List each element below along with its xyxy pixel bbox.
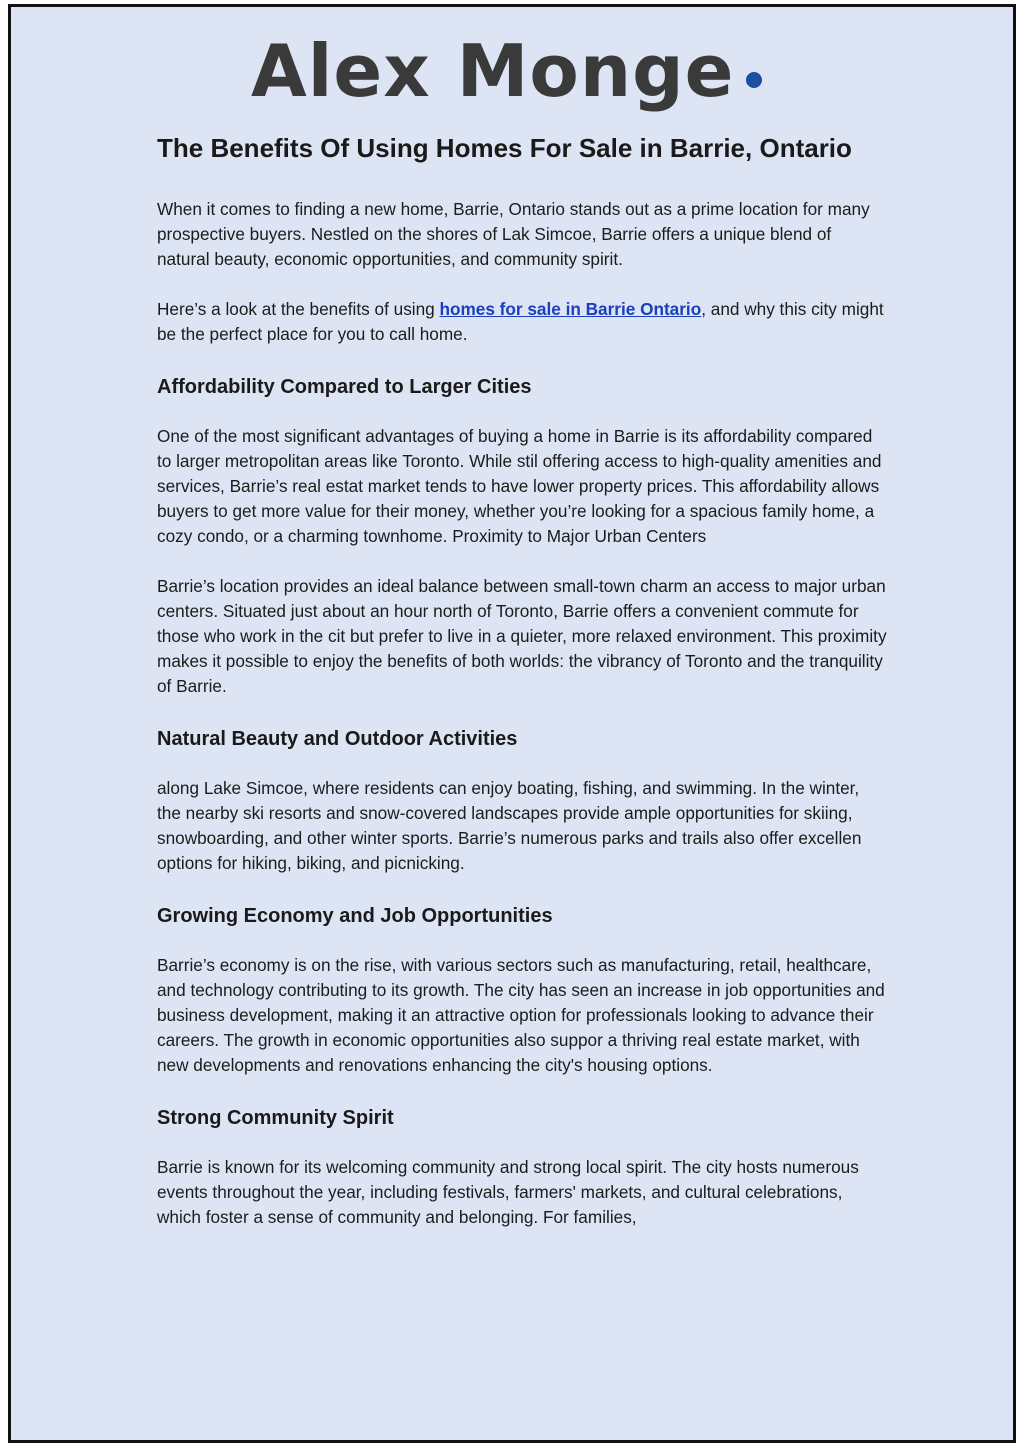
homes-for-sale-link[interactable]: homes for sale in Barrie Ontario bbox=[439, 299, 702, 319]
article-body bbox=[157, 131, 887, 1255]
section-heading-natural-beauty: Natural Beauty and Outdoor Activities bbox=[157, 728, 518, 750]
section-heading-economy: Growing Economy and Job Opportunities bbox=[157, 905, 553, 927]
section-heading-affordability: Affordability Compared to Larger Cities bbox=[157, 376, 532, 398]
brand-logo bbox=[251, 23, 762, 119]
lead-paragraph bbox=[157, 297, 887, 347]
affordability-paragraph: One of the most significant advantages of buying a home in Barrie is its affordability compared to larger metropolitan areas like Toronto. While stil offering access to high-quality amenities and services, Barrie’s real estat market tends to have lower property prices. This affordability allows buyers to get more value for their money, whether you’re looking for a spacious family home, a cozy condo, or a charming townhome. Proximity to Major Urban Centers bbox=[157, 426, 882, 546]
proximity-paragraph: Barrie’s location provides an ideal balance between small-town charm an access to major urban centers. Situated just about an hour north of Toronto, Barrie offers a convenient commute for those who work in the cit but prefer to live in a quieter, more relaxed environment. This proximity makes it possible to enjoy the benefits of both worlds: the vibrancy of Toronto and the tranquility of Barrie. bbox=[157, 576, 887, 696]
economy-paragraph: Barrie’s economy is on the rise, with various sectors such as manufacturing, retail, healthcare, and technology contributing to its growth. The city has seen an increase in job opportunities and business development, making it an attractive option for professionals looking to advance their careers. The growth in economic opportunities also suppor a thriving real estate market, with new developments and renovations enhancing the city's housing options. bbox=[157, 955, 885, 1075]
section-heading-community: Strong Community Spirit bbox=[157, 1107, 394, 1129]
page-frame bbox=[8, 4, 1016, 1443]
lead-text-before-link: Here’s a look at the benefits of using bbox=[157, 299, 440, 319]
lead-text-after-link: , and why this city might be the perfect place for you to call home. bbox=[157, 299, 884, 344]
natural-beauty-paragraph: along Lake Simcoe, where residents can enjoy boating, fishing, and swimming. In the winter, the nearby ski resorts and snow-covered landscapes provide ample opportunities for skiing, snowboarding, and other winter sports. Barrie’s numerous parks and trails also offer excellen options for hiking, biking, and picnicking. bbox=[157, 778, 862, 873]
logo-text: Alex Monge bbox=[251, 29, 735, 113]
community-paragraph: Barrie is known for its welcoming community and strong local spirit. The city hosts numerous events throughout the year, including festivals, farmers' markets, and cultural celebrations, which foster a sense of community and belonging. For families, bbox=[157, 1157, 859, 1227]
intro-paragraph: When it comes to finding a new home, Barrie, Ontario stands out as a prime location for many prospective buyers. Nestled on the shores of Lak Simcoe, Barrie offers a unique blend of natural beauty, economic opportunities, and community spirit. bbox=[157, 199, 870, 269]
article-title: The Benefits Of Using Homes For Sale in Barrie, Ontario bbox=[157, 133, 852, 163]
logo-dot-icon bbox=[746, 72, 762, 88]
